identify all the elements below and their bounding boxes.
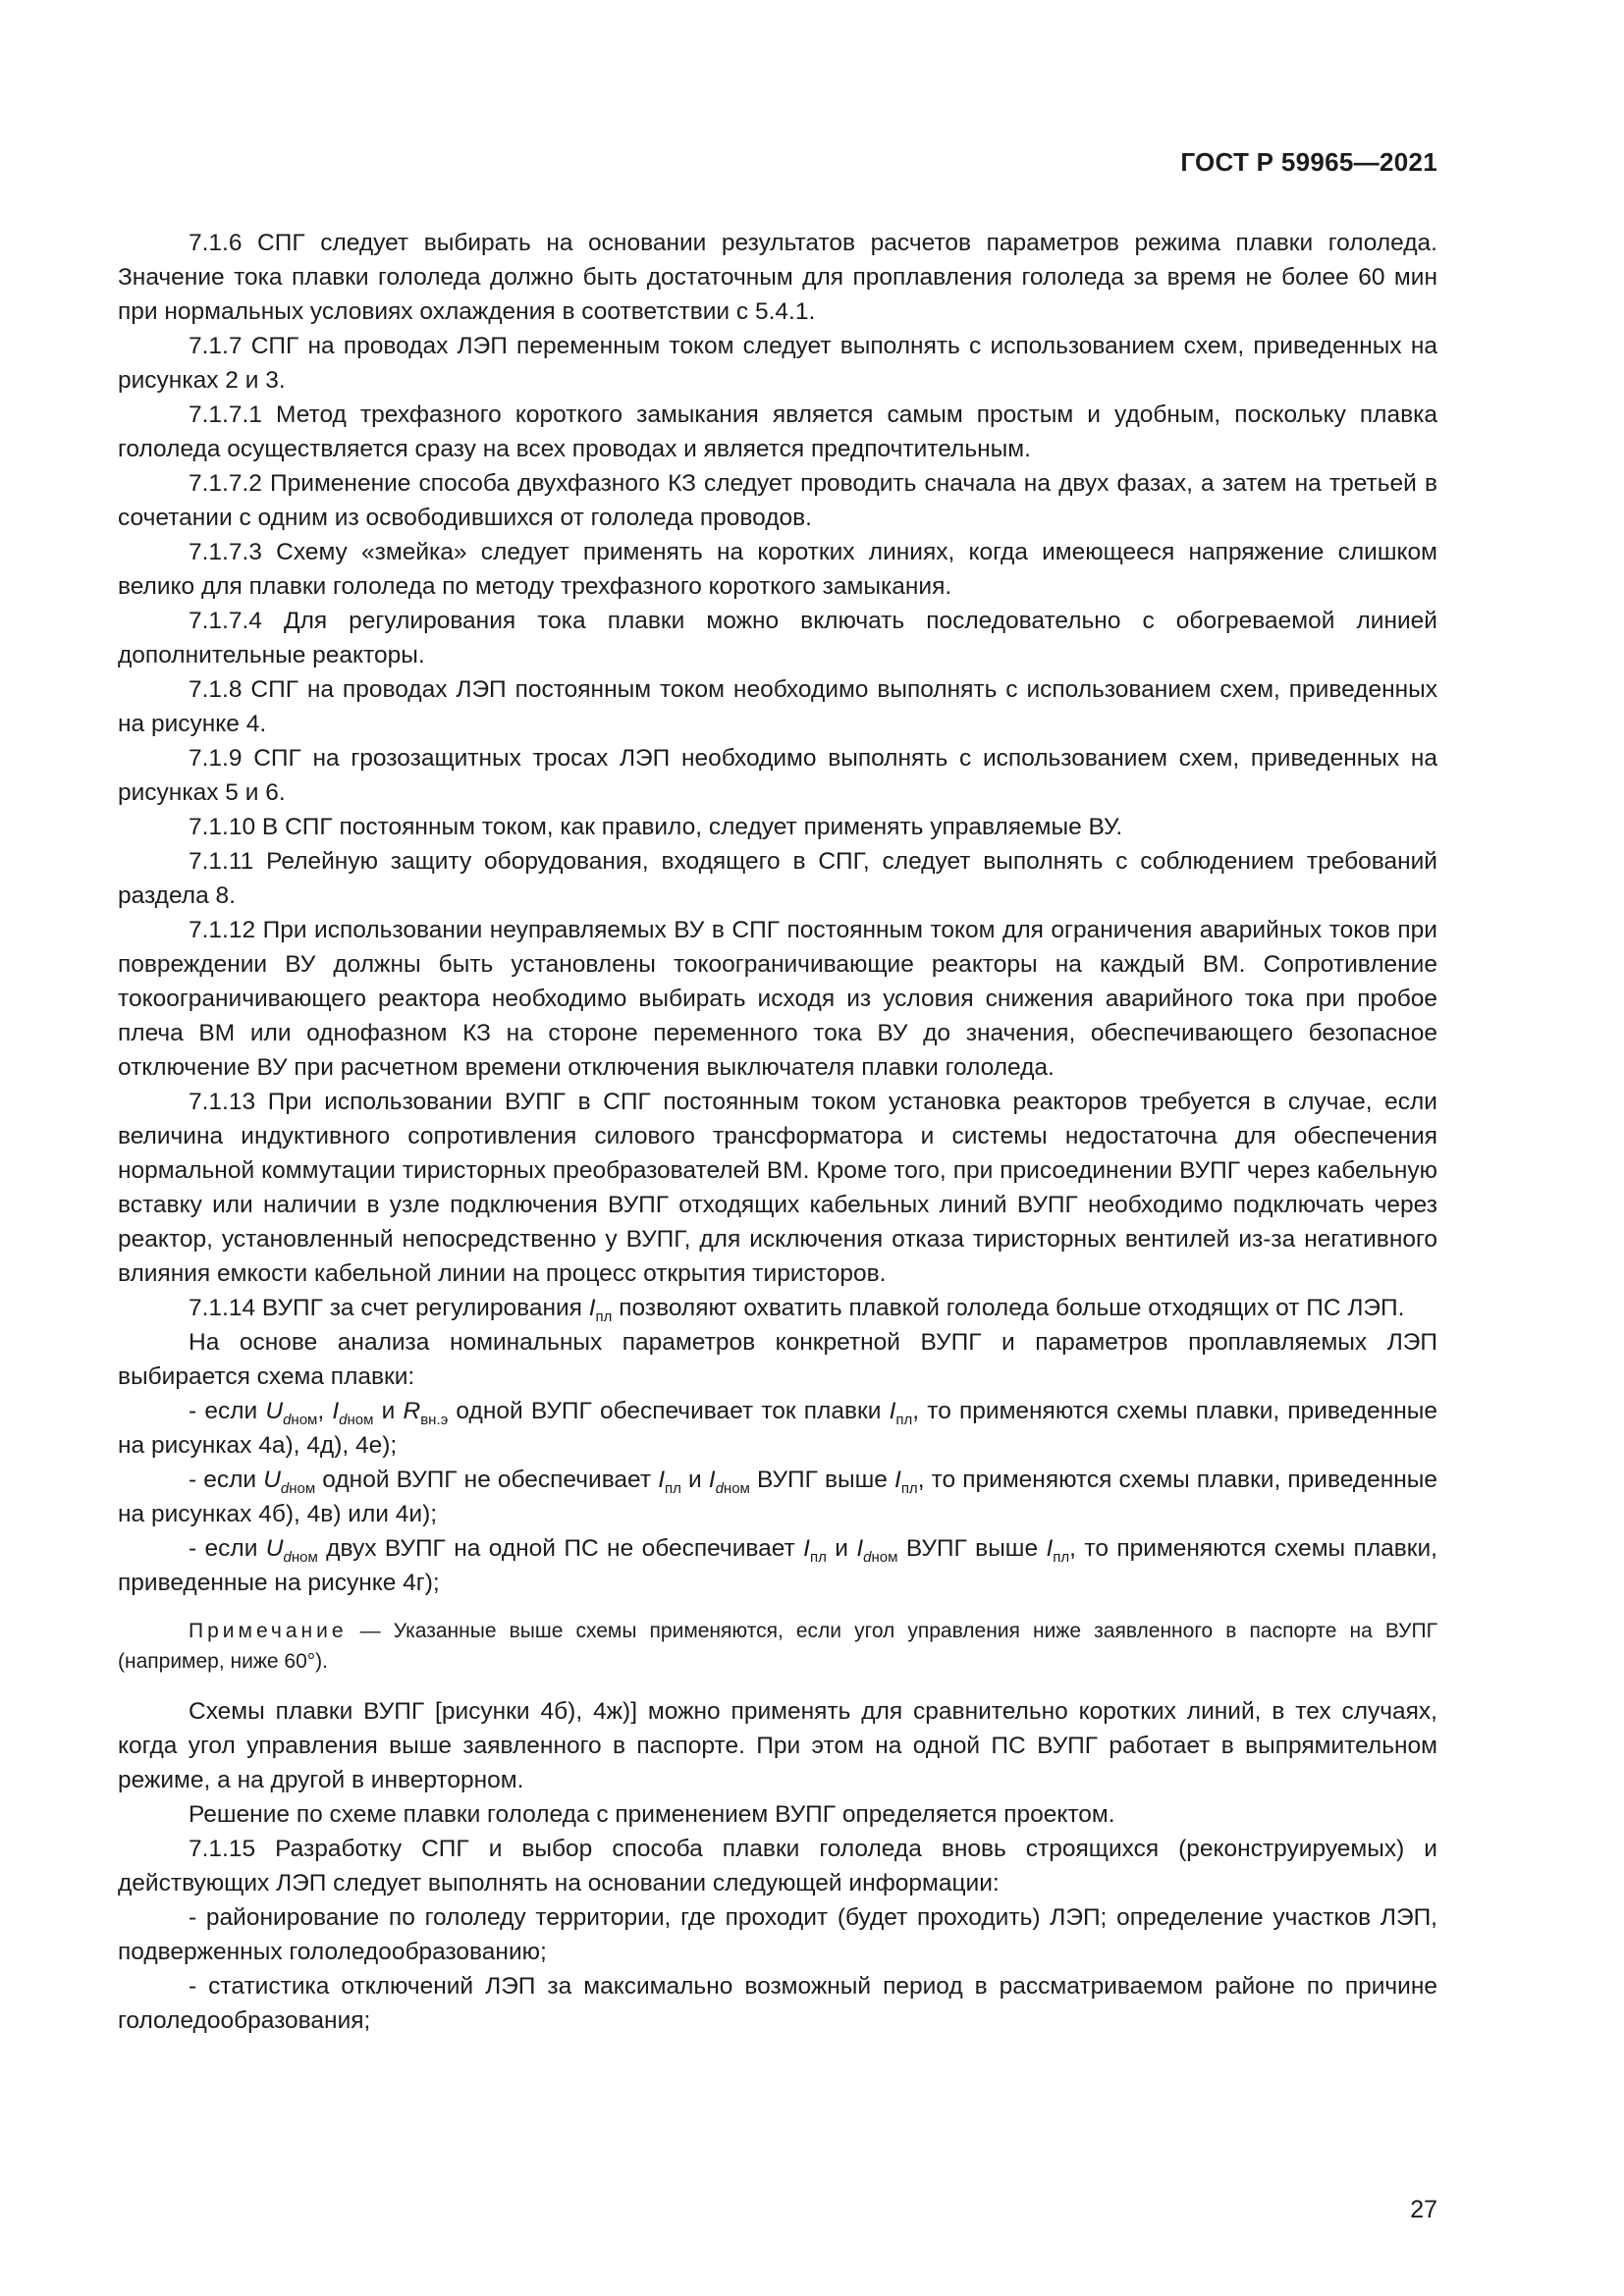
paragraph-7-1-7-1: 7.1.7.1 Метод трехфазного короткого замыкания является самым простым и удобным, поскольку плавка гололеда осуществляется сразу на всех проводах и является предпочтительным. bbox=[118, 401, 1437, 462]
paragraph-7-1-11: 7.1.11 Релейную защиту оборудования, входящего в СПГ, следует выполнять с соблюдением требований раздела 8. bbox=[118, 848, 1437, 909]
note-label: Примечание bbox=[189, 1620, 348, 1642]
paragraph-7-1-7-4: 7.1.7.4 Для регулирования тока плавки можно включать последовательно с обогреваемой линией дополнительные реакторы. bbox=[118, 608, 1437, 668]
paragraph-7-1-15: 7.1.15 Разработку СПГ и выбор способа плавки гололеда вновь строящихся (реконструируемых) и действующих ЛЭП следует выполнять на основании следующей информации: bbox=[118, 1836, 1437, 1896]
paragraph-scheme-basis: На основе анализа номинальных параметров конкретной ВУПГ и параметров проплавляемых ЛЭП выбирается схема плавки: bbox=[118, 1329, 1437, 1390]
note-text: — Указанные выше схемы применяются, если угол управления ниже заявленного в паспорте на ВУПГ (например, ниже 60°). bbox=[118, 1620, 1437, 1673]
paragraph-schemes-short-lines: Схемы плавки ВУПГ [рисунки 4б), 4ж)] можно применять для сравнительно коротких линий, в тех случаях, когда угол управления выше заявленного в паспорте. При этом на одной ПС ВУПГ работает в выпрямительном режиме, а на другой в инверторном. bbox=[118, 1698, 1437, 1793]
paragraph-7-1-14: 7.1.14 ВУПГ за счет регулирования $I_{пл}$ позволяют охватить плавкой гололеда больше отходящих от ПС ЛЭП. bbox=[189, 1295, 1405, 1325]
paragraph-7-1-9: 7.1.9 СПГ на грозозащитных тросах ЛЭП необходимо выполнять с использованием схем, приведенных на рисунках 5 и 6. bbox=[118, 745, 1437, 806]
list-item-scheme-3: - если $U_{dном}$ двух ВУПГ на одной ПС не обеспечивает $I_{пл}$ и $I_{dном}$ ВУПГ выше $I_{пл}$, то применяются схемы плавки, приведенные на рисунке 4г); bbox=[118, 1535, 1437, 1596]
list-item-scheme-1: - если $U_{dном}$, $I_{dном}$ и $R_{вн.э}$ одной ВУПГ обеспечивает ток плавки $I_{пл}$, то применяются схемы плавки, приведенные на рисунках 4а), 4д), 4е); bbox=[118, 1398, 1437, 1459]
list-item-zoning: - районирование по гололеду территории, где проходит (будет проходить) ЛЭП; определение участков ЛЭП, подверженных гололедообразованию; bbox=[118, 1904, 1437, 1965]
list-item-statistics: - статистика отключений ЛЭП за максимально возможный период в рассматриваемом районе по причине гололедообразования; bbox=[118, 1973, 1437, 2034]
note bbox=[118, 1616, 1437, 1677]
document-header: ГОСТ Р 59965—2021 bbox=[1180, 147, 1437, 177]
list-item-scheme-2: - если $U_{dном}$ одной ВУПГ не обеспечивает $I_{пл}$ и $I_{dном}$ ВУПГ выше $I_{пл}$, то применяются схемы плавки, приведенные на рисунках 4б), 4в) или 4и); bbox=[118, 1467, 1437, 1527]
paragraph-project-decision: Решение по схеме плавки гололеда с применением ВУПГ определяется проектом. bbox=[189, 1801, 1115, 1828]
paragraph-7-1-10: 7.1.10 В СПГ постоянным током, как правило, следует применять управляемые ВУ. bbox=[189, 814, 1123, 840]
paragraph-7-1-13: 7.1.13 При использовании ВУПГ в СПГ постоянным током установка реакторов требуется в случае, если величина индуктивного сопротивления силового трансформатора и системы недостаточна для обеспечения нормальной коммутации тиристорных преобразователей ВМ. Кроме того, при присоединении ВУПГ через кабельную вставку или наличии в узле подключения ВУПГ отходящих кабельных линий ВУПГ необходимо подключать через реактор, установленный непосредственно у ВУПГ, для исключения отказа тиристорных вентилей из-за негативного влияния емкости кабельной линии на процесс открытия тиристоров. bbox=[118, 1089, 1437, 1287]
paragraph-7-1-7: 7.1.7 СПГ на проводах ЛЭП переменным током следует выполнять с использованием схем, приведенных на рисунках 2 и 3. bbox=[118, 333, 1437, 394]
document-body bbox=[118, 226, 1437, 2038]
paragraph-7-1-7-2: 7.1.7.2 Применение способа двухфазного КЗ следует проводить сначала на двух фазах, а затем на третьей в сочетании с одним из освободившихся от гололеда проводов. bbox=[118, 470, 1437, 531]
paragraph-7-1-6: 7.1.6 СПГ следует выбирать на основании результатов расчетов параметров режима плавки гололеда. Значение тока плавки гололеда должно быть достаточным для проплавления гололеда за время не более 60 мин при нормальных условиях охлаждения в соответствии с 5.4.1. bbox=[118, 230, 1437, 325]
page-number: 27 bbox=[1410, 2196, 1437, 2223]
paragraph-7-1-12: 7.1.12 При использовании неуправляемых ВУ в СПГ постоянным током для ограничения аварийных токов при повреждении ВУ должны быть установлены токоограничивающие реакторы на каждый ВМ. Сопротивление токоограничивающего реактора необходимо выбирать исходя из условия снижения аварийного тока при пробое плеча ВМ или однофазном КЗ на стороне переменного тока ВУ до значения, обеспечивающего безопасное отключение ВУ при расчетном времени отключения выключателя плавки гололеда. bbox=[118, 917, 1437, 1081]
paragraph-7-1-8: 7.1.8 СПГ на проводах ЛЭП постоянным током необходимо выполнять с использованием схем, приведенных на рисунке 4. bbox=[118, 676, 1437, 737]
paragraph-7-1-7-3: 7.1.7.3 Схему «змейка» следует применять на коротких линиях, когда имеющееся напряжение слишком велико для плавки гололеда по методу трехфазного короткого замыкания. bbox=[118, 539, 1437, 600]
